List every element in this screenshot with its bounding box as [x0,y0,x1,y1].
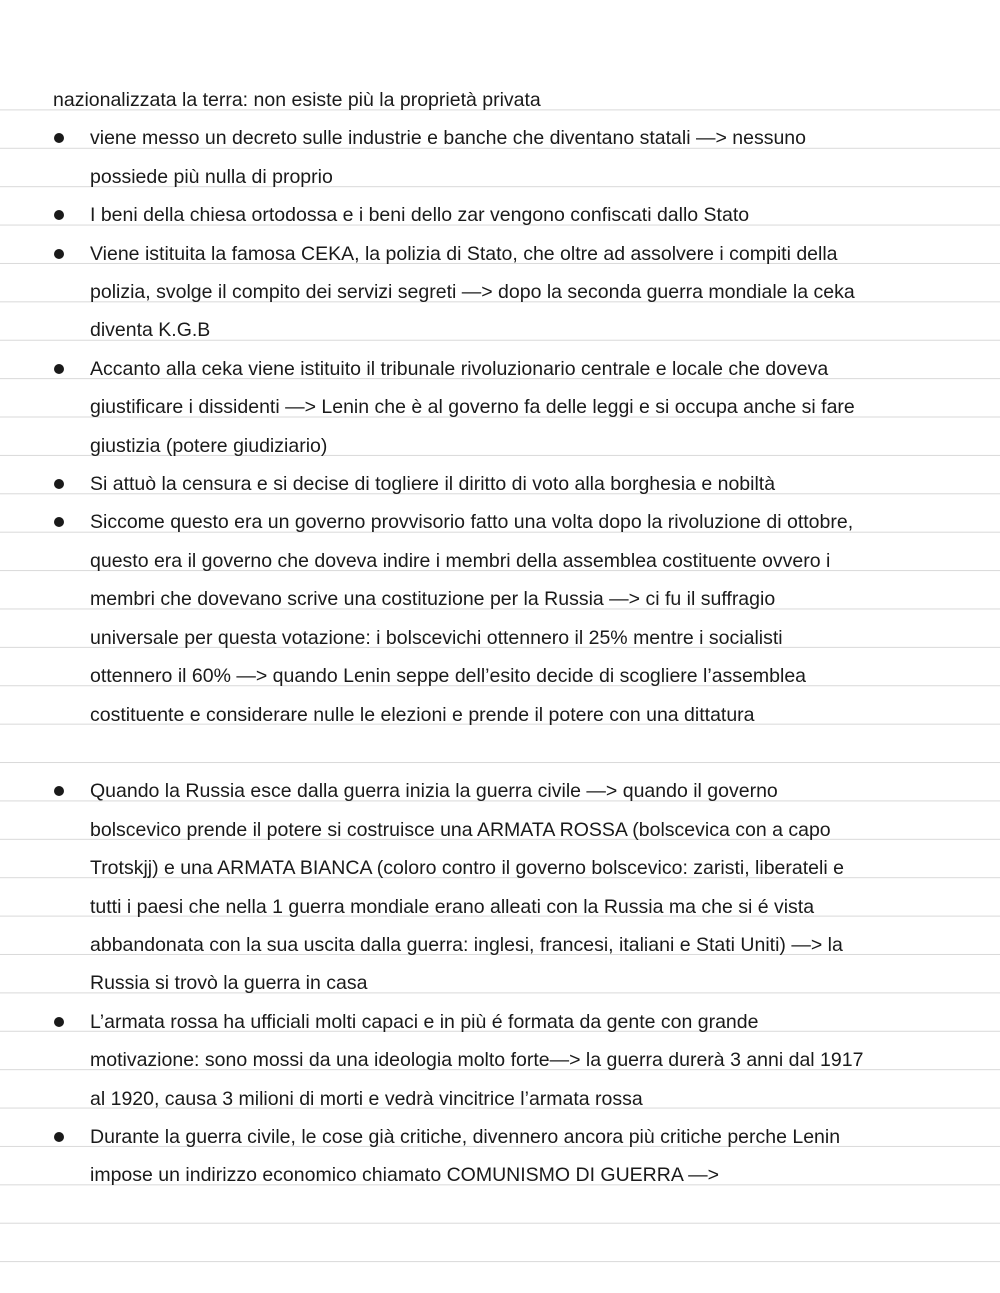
bullet-line: impose un indirizzo economico chiamato COMUNISMO DI GUERRA —> [90,1164,720,1187]
bullet-line: ottennero il 60% —> quando Lenin seppe dell’esito decide di scogliere l’assemblea [90,665,807,688]
bullet-line: al 1920, causa 3 milioni di morti e vedrà vincitrice l’armata rossa [90,1087,643,1110]
bullet-line: tutti i paesi che nella 1 guerra mondiale erano alleati con la Russia ma che si é vista [90,895,815,918]
bullet-line: Durante la guerra civile, le cose già critiche, divennero ancora più critiche perche Lenin [90,1125,841,1148]
bullet-line: giustificare i dissidenti —> Lenin che è al governo fa delle leggi e si occupa anche si fare [90,396,855,419]
bullet-line: I beni della chiesa ortodossa e i beni dello zar vengono confiscati dallo Stato [90,204,750,227]
bullet-line: questo era il governo che doveva indire i membri della assemblea costituente ovvero i [90,549,831,572]
bullet-line: motivazione: sono mossi da una ideologia molto forte—> la guerra durerà 3 anni dal 1917 [90,1049,864,1072]
bullet-dot-icon [54,133,64,143]
bullet-line: diventa K.G.B [90,319,211,342]
bullet-dot-icon [54,249,64,259]
bullet-line: universale per questa votazione: i bolscevichi ottennero il 25% mentre i socialisti [90,626,783,649]
bullet-list-first [0,119,1000,734]
bullet-item [0,350,1000,465]
bullet-list-second [0,772,1000,1194]
bullet-line: Viene istituita la famosa CEKA, la polizia di Stato, che oltre ad assolvere i compiti della [90,242,838,265]
bullet-line: Si attuò la censura e si decise di togliere il diritto di voto alla borghesia e nobiltà [90,473,776,496]
bullet-line: costituente e considerare nulle le elezioni e prende il potere con una dittatura [90,703,755,726]
bullet-line: possiede più nulla di proprio [90,165,333,188]
bullet-item [0,772,1000,1002]
bullet-line: Russia si trovò la guerra in casa [90,972,368,995]
bullet-line: Accanto alla ceka viene istituito il tribunale rivoluzionario centrale e locale che doveva [90,357,829,380]
bullet-line: Trotskjj) e una ARMATA BIANCA (coloro contro il governo bolscevico: zaristi, liberateli e [90,857,844,880]
bullet-line: viene messo un decreto sulle industrie e banche che diventano statali —> nessuno [90,127,806,150]
bullet-dot-icon [54,1132,64,1142]
bullet-line: bolscevico prende il potere si costruisce una ARMATA ROSSA (bolscevica con a capo [90,818,831,841]
bullet-line: L’armata rossa ha ufficiali molti capaci e in più é formata da gente con grande [90,1010,759,1033]
bullet-item [0,1003,1000,1118]
page-top-margin [0,0,1000,72]
bullet-dot-icon [54,479,64,489]
intro-line: nazionalizzata la terra: non esiste più la proprietà privata [53,89,541,111]
bullet-line: abbandonata con la sua uscita dalla guerra: inglesi, francesi, italiani e Stati Uniti) —> la [90,933,843,956]
bullet-dot-icon [54,210,64,220]
bullet-item [0,119,1000,196]
bullet-item [0,196,1000,234]
blank-line [0,734,1000,772]
bullet-line: Quando la Russia esce dalla guerra inizia la guerra civile —> quando il governo [90,780,778,803]
bullet-item [0,465,1000,503]
bullet-line: membri che dovevano scrive una costituzione per la Russia —> ci fu il suffragio [90,588,776,611]
bullet-line: polizia, svolge il compito dei servizi segreti —> dopo la seconda guerra mondiale la ceka [90,281,855,304]
notes-page [0,81,1000,1195]
bullet-item [0,503,1000,733]
bullet-dot-icon [54,786,64,796]
bullet-line: giustizia (potere giudiziario) [90,434,328,457]
bullet-item [0,1118,1000,1195]
bullet-dot-icon [54,517,64,527]
bullet-dot-icon [54,1017,64,1027]
bullet-dot-icon [54,364,64,374]
bullet-line: Siccome questo era un governo provvisorio fatto una volta dopo la rivoluzione di ottobre, [90,511,854,534]
bullet-item [0,235,1000,350]
